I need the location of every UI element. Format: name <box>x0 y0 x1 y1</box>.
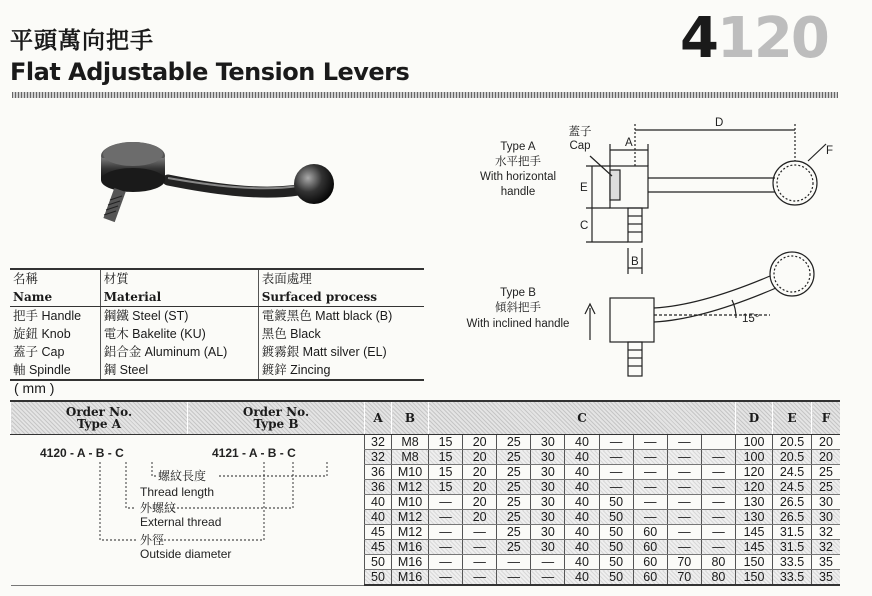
thread-length-label: Thread length <box>140 485 215 499</box>
order-cell: 20 <box>812 435 841 450</box>
type-a-desc: With horizontal <box>479 171 557 183</box>
product-code-rest: 120 <box>716 6 828 71</box>
type-b-label: Type B <box>500 287 536 299</box>
order-cell: — <box>667 435 701 450</box>
material-cell: 鋁合金 Aluminum (AL) <box>100 343 258 361</box>
order-cell: 40 <box>565 555 599 570</box>
order-cell: — <box>667 525 701 540</box>
order-cell: 30 <box>531 435 565 450</box>
order-cell: — <box>633 495 667 510</box>
col-a-header: A <box>365 401 392 435</box>
order-cell: M16 <box>392 555 429 570</box>
order-cell: 120 <box>736 465 773 480</box>
order-cell: — <box>463 525 497 540</box>
materials-head-cn-name: 名稱 <box>10 269 100 288</box>
cap-label: Cap <box>569 140 591 152</box>
type-a-label: Type A <box>500 141 536 153</box>
order-cell: — <box>701 510 735 525</box>
order-cell: — <box>497 555 531 570</box>
order-cell: 80 <box>701 570 735 586</box>
order-cell: 30 <box>531 525 565 540</box>
order-cell: M12 <box>392 525 429 540</box>
materials-row <box>10 361 424 380</box>
dim-d-label: D <box>715 117 724 129</box>
order-a-header-line2: Type A <box>76 417 122 431</box>
order-cell: 24.5 <box>773 465 812 480</box>
order-cell: 33.5 <box>773 570 812 586</box>
materials-row <box>10 343 424 361</box>
order-cell: 50 <box>599 540 633 555</box>
order-cell: 15 <box>429 450 463 465</box>
order-cell: 50 <box>599 495 633 510</box>
order-cell: M10 <box>392 465 429 480</box>
order-cell: 15 <box>429 480 463 495</box>
order-cell: — <box>701 450 735 465</box>
type-b-cn: 傾斜把手 <box>495 302 541 314</box>
order-a-header-line1: Order No. <box>65 405 133 419</box>
order-cell: 80 <box>701 555 735 570</box>
order-cell: 130 <box>736 495 773 510</box>
order-cell: 33.5 <box>773 555 812 570</box>
order-cell: — <box>429 570 463 586</box>
order-cell: 25 <box>497 480 531 495</box>
dim-f-label: F <box>826 145 834 157</box>
material-cell: 電木 Bakelite (KU) <box>100 325 258 343</box>
order-cell: 100 <box>736 450 773 465</box>
order-cell: 36 <box>365 465 392 480</box>
order-cell: 25 <box>497 525 531 540</box>
type-a-desc-2: handle <box>500 186 536 198</box>
unit-label: ( mm ) <box>14 380 55 396</box>
material-cell: 黑色 Black <box>258 325 424 343</box>
order-cell: 30 <box>531 510 565 525</box>
order-code-type-a: 4120 - A - B - C <box>40 446 124 460</box>
order-cell: 25 <box>497 510 531 525</box>
order-cell: — <box>701 495 735 510</box>
order-cell: — <box>667 480 701 495</box>
order-cell: 31.5 <box>773 525 812 540</box>
order-cell: — <box>633 450 667 465</box>
order-cell: 40 <box>565 570 599 586</box>
order-cell: 25 <box>497 450 531 465</box>
order-cell: 25 <box>812 480 841 495</box>
order-cell: M10 <box>392 495 429 510</box>
order-cell: 30 <box>812 510 841 525</box>
col-d-header: D <box>736 401 773 435</box>
order-cell: — <box>463 555 497 570</box>
order-cell: — <box>599 450 633 465</box>
order-cell: 50 <box>365 570 392 586</box>
material-cell: 鋼鐵 Steel (ST) <box>100 307 258 326</box>
col-c-header: C <box>429 401 736 435</box>
order-cell: 120 <box>736 480 773 495</box>
external-thread-cn: 外螺紋 <box>140 501 177 515</box>
materials-table <box>10 268 424 381</box>
order-cell: — <box>599 465 633 480</box>
order-cell: 26.5 <box>773 510 812 525</box>
order-cell: 40 <box>565 435 599 450</box>
material-cell: 軸 Spindle <box>10 361 100 380</box>
order-cell: 40 <box>565 465 599 480</box>
order-code-diagram <box>40 436 340 562</box>
col-b-header: B <box>392 401 429 435</box>
order-cell: 60 <box>633 525 667 540</box>
order-cell: — <box>701 540 735 555</box>
materials-head-surface: Surfaced process <box>258 288 424 307</box>
product-code-first-digit: 4 <box>680 6 717 71</box>
order-cell: 25 <box>812 465 841 480</box>
order-cell: — <box>463 570 497 586</box>
order-cell: 25 <box>497 435 531 450</box>
order-cell: 20 <box>463 495 497 510</box>
order-cell: 40 <box>565 495 599 510</box>
order-cell: — <box>667 450 701 465</box>
order-cell: — <box>531 570 565 586</box>
order-cell: — <box>599 480 633 495</box>
order-code-type-b: 4121 - A - B - C <box>212 446 296 460</box>
material-cell: 鋼 Steel <box>100 361 258 380</box>
order-cell: 40 <box>565 525 599 540</box>
outside-diameter-label: Outside diameter <box>140 547 232 561</box>
order-cell: 35 <box>812 555 841 570</box>
order-cell: 35 <box>812 570 841 586</box>
order-cell: — <box>633 435 667 450</box>
dim-a-label: A <box>625 137 633 149</box>
order-cell: 25 <box>497 465 531 480</box>
order-cell: 30 <box>531 465 565 480</box>
order-cell: 20 <box>463 435 497 450</box>
order-cell: 30 <box>812 495 841 510</box>
order-cell: 50 <box>599 555 633 570</box>
order-cell: 50 <box>599 525 633 540</box>
order-cell: — <box>463 540 497 555</box>
dim-b-label: B <box>631 256 639 268</box>
technical-drawing <box>440 108 860 388</box>
order-cell: 15 <box>429 435 463 450</box>
order-cell: 70 <box>667 555 701 570</box>
order-cell: — <box>667 465 701 480</box>
dim-c-label: C <box>580 220 589 232</box>
order-cell: — <box>667 495 701 510</box>
order-cell: 20 <box>463 465 497 480</box>
order-cell: 32 <box>365 450 392 465</box>
order-cell: 20.5 <box>773 450 812 465</box>
materials-row <box>10 325 424 343</box>
order-cell: 60 <box>633 555 667 570</box>
order-cell: 32 <box>812 540 841 555</box>
order-cell: — <box>633 480 667 495</box>
order-b-header-line2: Type B <box>253 417 299 431</box>
order-cell: — <box>429 540 463 555</box>
order-cell: M16 <box>392 570 429 586</box>
order-cell: 30 <box>531 495 565 510</box>
order-cell: 30 <box>531 450 565 465</box>
dim-e-label: E <box>580 182 588 194</box>
order-cell: — <box>701 465 735 480</box>
order-cell: — <box>599 435 633 450</box>
order-cell: — <box>429 525 463 540</box>
order-cell: 36 <box>365 480 392 495</box>
order-cell: 40 <box>565 540 599 555</box>
order-cell: 30 <box>531 540 565 555</box>
product-photo <box>88 128 348 238</box>
materials-head-cn-surface: 表面處理 <box>258 269 424 288</box>
order-cell: — <box>429 495 463 510</box>
order-cell: 150 <box>736 555 773 570</box>
order-cell: 20 <box>463 480 497 495</box>
order-cell: 60 <box>633 540 667 555</box>
order-cell: 20 <box>463 450 497 465</box>
order-cell: 130 <box>736 510 773 525</box>
order-cell: 25 <box>497 540 531 555</box>
order-cell: 25 <box>497 495 531 510</box>
outside-diameter-cn: 外徑 <box>140 533 165 547</box>
order-cell: M12 <box>392 480 429 495</box>
order-cell: M8 <box>392 450 429 465</box>
order-cell <box>701 435 735 450</box>
material-cell: 旋鈕 Knob <box>13 327 71 341</box>
material-cell: 電鍍黑色 Matt black (B) <box>258 307 424 326</box>
order-cell: — <box>667 510 701 525</box>
product-code <box>680 6 828 71</box>
order-cell: 31.5 <box>773 540 812 555</box>
order-cell: 24.5 <box>773 480 812 495</box>
type-b-desc: With inclined handle <box>466 318 570 330</box>
order-cell: 50 <box>599 510 633 525</box>
order-cell: 20.5 <box>773 435 812 450</box>
order-cell: — <box>701 480 735 495</box>
order-cell: 45 <box>365 525 392 540</box>
materials-head-name: Name <box>10 288 100 307</box>
order-cell: — <box>633 510 667 525</box>
order-cell: 150 <box>736 570 773 586</box>
order-cell: 60 <box>633 570 667 586</box>
order-cell: 145 <box>736 525 773 540</box>
order-cell: — <box>531 555 565 570</box>
order-cell: 40 <box>565 480 599 495</box>
order-b-header <box>188 401 365 435</box>
materials-row <box>10 307 424 326</box>
order-cell: 40 <box>565 510 599 525</box>
order-b-header-line1: Order No. <box>242 405 310 419</box>
order-cell: 32 <box>365 435 392 450</box>
order-cell: 100 <box>736 435 773 450</box>
order-cell: 32 <box>812 525 841 540</box>
divider-bar <box>12 92 838 98</box>
angle-label: 15° <box>742 313 760 325</box>
materials-head-cn-material: 材質 <box>100 269 258 288</box>
order-cell: M16 <box>392 540 429 555</box>
title-chinese: 平頭萬向把手 <box>10 27 154 53</box>
material-cell: 蓋子 Cap <box>13 345 65 359</box>
order-cell: 20 <box>463 510 497 525</box>
order-cell: M12 <box>392 510 429 525</box>
order-cell: 45 <box>365 540 392 555</box>
type-a-cn: 水平把手 <box>495 156 541 168</box>
thread-length-cn: 螺紋長度 <box>158 469 207 483</box>
material-cell: 把手 Handle <box>13 309 82 323</box>
materials-head-material: Material <box>100 288 258 307</box>
cap-label-cn: 蓋子 <box>568 126 592 138</box>
col-e-header: E <box>773 401 812 435</box>
order-cell: 70 <box>667 570 701 586</box>
order-cell: — <box>429 510 463 525</box>
order-a-header <box>11 401 188 435</box>
external-thread-label: External thread <box>140 515 222 529</box>
order-cell: — <box>667 540 701 555</box>
order-cell: 20 <box>812 450 841 465</box>
order-cell: — <box>633 465 667 480</box>
material-cell: 鍍鋅 Zincing <box>258 361 424 380</box>
order-cell: M8 <box>392 435 429 450</box>
page-title: Flat Adjustable Tension Levers <box>10 58 410 86</box>
order-cell: 50 <box>365 555 392 570</box>
order-cell: — <box>701 525 735 540</box>
order-cell: 145 <box>736 540 773 555</box>
order-cell: 40 <box>565 450 599 465</box>
order-cell: 15 <box>429 465 463 480</box>
order-cell: — <box>497 570 531 586</box>
order-cell: — <box>429 555 463 570</box>
order-cell: 30 <box>531 480 565 495</box>
order-cell: 40 <box>365 495 392 510</box>
order-cell: 26.5 <box>773 495 812 510</box>
order-cell: 50 <box>599 570 633 586</box>
col-f-header: F <box>812 401 841 435</box>
order-cell: 40 <box>365 510 392 525</box>
material-cell: 鍍霧銀 Matt silver (EL) <box>258 343 424 361</box>
